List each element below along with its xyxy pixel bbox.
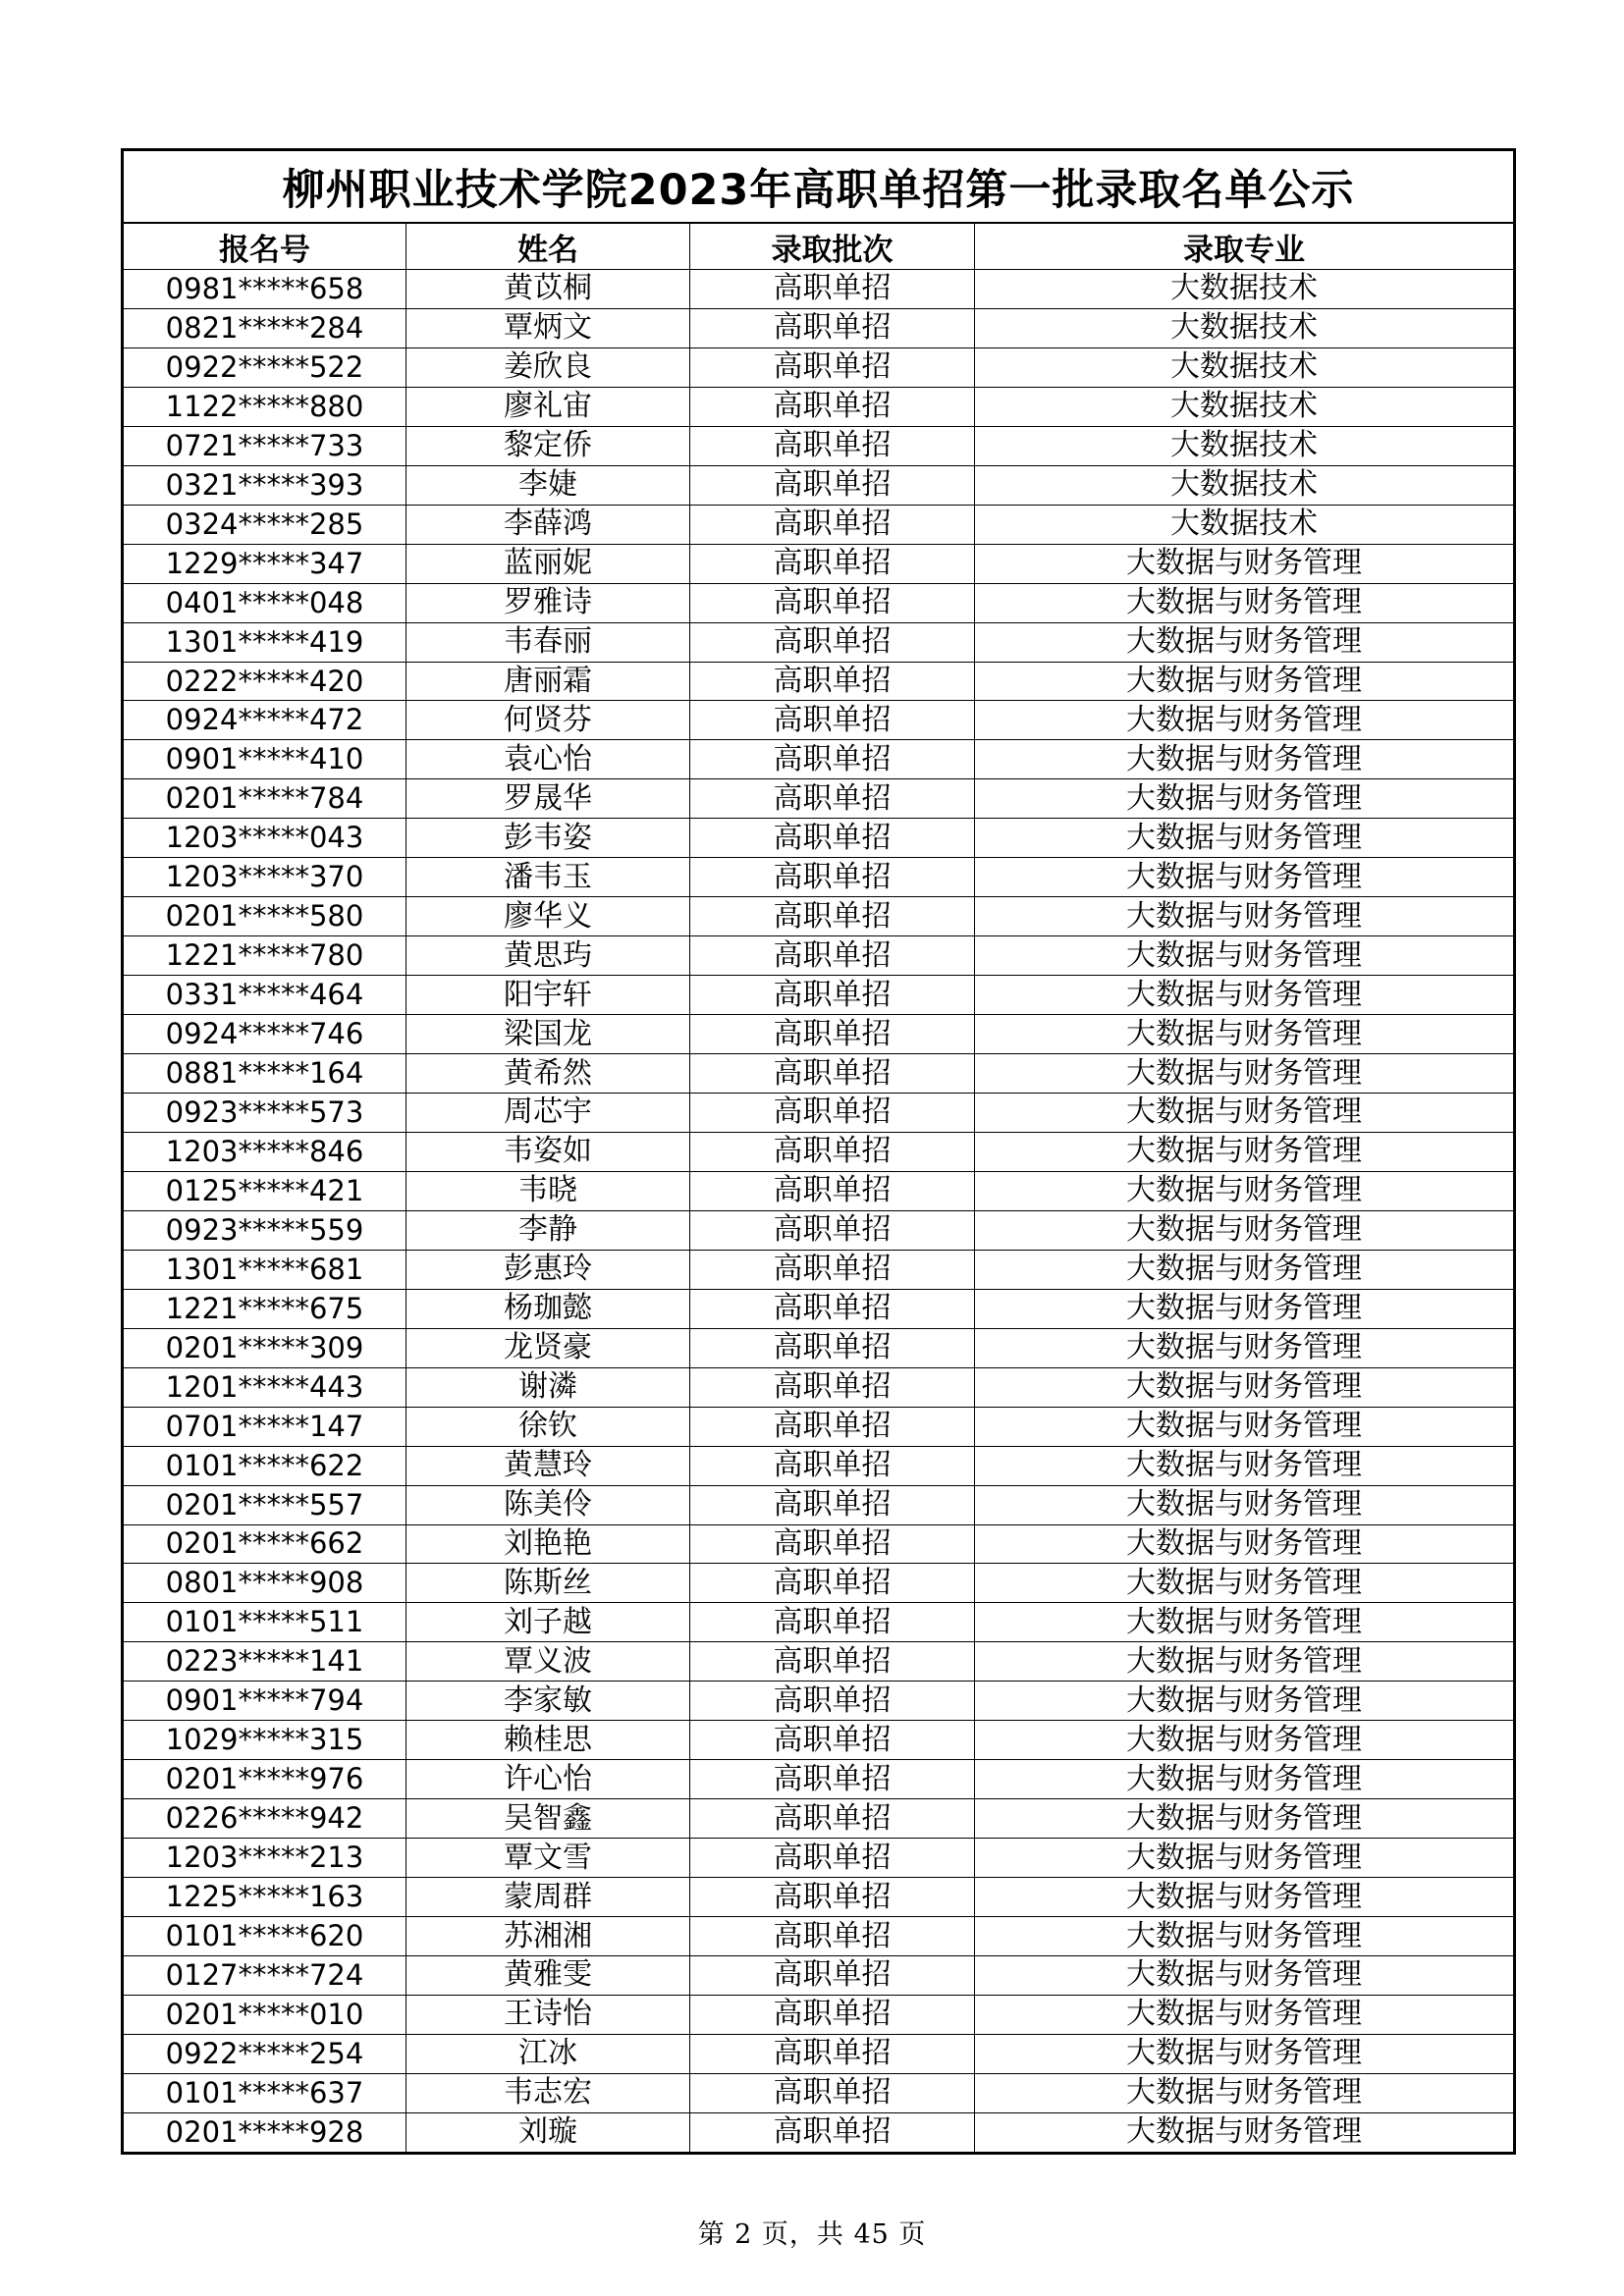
cell-registration-id: 0222*****420 bbox=[123, 662, 406, 701]
cell-admission-batch: 高职单招 bbox=[690, 897, 975, 936]
cell-admission-batch: 高职单招 bbox=[690, 308, 975, 347]
cell-admission-batch: 高职单招 bbox=[690, 1132, 975, 1171]
table-row bbox=[123, 544, 1515, 583]
table-row bbox=[123, 1328, 1515, 1367]
column-header-name: 姓名 bbox=[406, 223, 690, 270]
table-row bbox=[123, 426, 1515, 465]
cell-admission-major: 大数据与财务管理 bbox=[975, 622, 1515, 662]
table-row bbox=[123, 1289, 1515, 1328]
cell-admission-batch: 高职单招 bbox=[690, 1171, 975, 1210]
cell-admission-major: 大数据与财务管理 bbox=[975, 1289, 1515, 1328]
cell-admission-batch: 高职单招 bbox=[690, 1642, 975, 1682]
cell-admission-batch: 高职单招 bbox=[690, 1015, 975, 1054]
cell-admission-batch: 高职单招 bbox=[690, 347, 975, 387]
cell-student-name: 唐丽霜 bbox=[406, 662, 690, 701]
cell-registration-id: 0101*****511 bbox=[123, 1603, 406, 1642]
cell-admission-major: 大数据与财务管理 bbox=[975, 1054, 1515, 1094]
cell-student-name: 黄苡桐 bbox=[406, 270, 690, 309]
cell-registration-id: 1203*****370 bbox=[123, 858, 406, 897]
cell-admission-major: 大数据技术 bbox=[975, 426, 1515, 465]
cell-student-name: 王诗怡 bbox=[406, 1995, 690, 2034]
column-header-major: 录取专业 bbox=[975, 223, 1515, 270]
table-row bbox=[123, 2112, 1515, 2153]
cell-admission-batch: 高职单招 bbox=[690, 1799, 975, 1839]
cell-admission-batch: 高职单招 bbox=[690, 819, 975, 858]
cell-registration-id: 0331*****464 bbox=[123, 976, 406, 1015]
cell-student-name: 廖礼宙 bbox=[406, 387, 690, 426]
table-row bbox=[123, 1682, 1515, 1721]
cell-admission-batch: 高职单招 bbox=[690, 1407, 975, 1446]
cell-admission-batch: 高职单招 bbox=[690, 779, 975, 819]
cell-student-name: 何贤芬 bbox=[406, 701, 690, 740]
cell-admission-major: 大数据与财务管理 bbox=[975, 1524, 1515, 1564]
cell-registration-id: 1201*****443 bbox=[123, 1367, 406, 1407]
table-row bbox=[123, 1524, 1515, 1564]
table-row bbox=[123, 1054, 1515, 1094]
cell-student-name: 韦春丽 bbox=[406, 622, 690, 662]
table-row bbox=[123, 1250, 1515, 1289]
cell-admission-major: 大数据与财务管理 bbox=[975, 1171, 1515, 1210]
cell-student-name: 黄雅雯 bbox=[406, 1955, 690, 1995]
cell-registration-id: 0721*****733 bbox=[123, 426, 406, 465]
cell-admission-major: 大数据与财务管理 bbox=[975, 1094, 1515, 1133]
table-row bbox=[123, 270, 1515, 309]
cell-student-name: 周芯宇 bbox=[406, 1094, 690, 1133]
cell-registration-id: 1301*****681 bbox=[123, 1250, 406, 1289]
table-row bbox=[123, 1995, 1515, 2034]
cell-student-name: 覃义波 bbox=[406, 1642, 690, 1682]
cell-admission-batch: 高职单招 bbox=[690, 1955, 975, 1995]
cell-admission-batch: 高职单招 bbox=[690, 1094, 975, 1133]
cell-registration-id: 0201*****557 bbox=[123, 1485, 406, 1524]
cell-student-name: 陈斯丝 bbox=[406, 1564, 690, 1603]
cell-student-name: 许心怡 bbox=[406, 1760, 690, 1799]
cell-admission-major: 大数据与财务管理 bbox=[975, 662, 1515, 701]
cell-student-name: 彭惠玲 bbox=[406, 1250, 690, 1289]
cell-registration-id: 1203*****846 bbox=[123, 1132, 406, 1171]
cell-registration-id: 0923*****573 bbox=[123, 1094, 406, 1133]
cell-student-name: 覃文雪 bbox=[406, 1839, 690, 1878]
cell-registration-id: 1229*****347 bbox=[123, 544, 406, 583]
header-row bbox=[123, 223, 1515, 270]
table-row bbox=[123, 1642, 1515, 1682]
cell-student-name: 李薛鸿 bbox=[406, 505, 690, 544]
cell-admission-major: 大数据与财务管理 bbox=[975, 1642, 1515, 1682]
cell-registration-id: 1221*****780 bbox=[123, 936, 406, 976]
cell-admission-batch: 高职单招 bbox=[690, 2112, 975, 2153]
cell-student-name: 龙贤豪 bbox=[406, 1328, 690, 1367]
cell-admission-major: 大数据与财务管理 bbox=[975, 2073, 1515, 2112]
table-row bbox=[123, 1564, 1515, 1603]
table-row bbox=[123, 1799, 1515, 1839]
cell-admission-major: 大数据技术 bbox=[975, 505, 1515, 544]
cell-admission-major: 大数据与财务管理 bbox=[975, 819, 1515, 858]
cell-admission-batch: 高职单招 bbox=[690, 1289, 975, 1328]
cell-student-name: 罗雅诗 bbox=[406, 583, 690, 622]
cell-student-name: 黄思玙 bbox=[406, 936, 690, 976]
cell-admission-batch: 高职单招 bbox=[690, 1054, 975, 1094]
page-title: 柳州职业技术学院2023年高职单招第一批录取名单公示 bbox=[123, 150, 1515, 224]
cell-admission-major: 大数据与财务管理 bbox=[975, 1367, 1515, 1407]
cell-admission-batch: 高职单招 bbox=[690, 936, 975, 976]
cell-admission-batch: 高职单招 bbox=[690, 426, 975, 465]
cell-admission-major: 大数据与财务管理 bbox=[975, 544, 1515, 583]
column-header-batch: 录取批次 bbox=[690, 223, 975, 270]
cell-admission-batch: 高职单招 bbox=[690, 1250, 975, 1289]
cell-registration-id: 0901*****410 bbox=[123, 740, 406, 779]
table-row bbox=[123, 1094, 1515, 1133]
cell-registration-id: 0924*****746 bbox=[123, 1015, 406, 1054]
cell-admission-major: 大数据与财务管理 bbox=[975, 1132, 1515, 1171]
cell-admission-batch: 高职单招 bbox=[690, 1524, 975, 1564]
cell-admission-major: 大数据与财务管理 bbox=[975, 701, 1515, 740]
cell-admission-major: 大数据与财务管理 bbox=[975, 1446, 1515, 1485]
cell-student-name: 苏湘湘 bbox=[406, 1917, 690, 1956]
cell-student-name: 梁国龙 bbox=[406, 1015, 690, 1054]
cell-admission-major: 大数据与财务管理 bbox=[975, 1564, 1515, 1603]
cell-admission-batch: 高职单招 bbox=[690, 740, 975, 779]
cell-admission-batch: 高职单招 bbox=[690, 1485, 975, 1524]
cell-registration-id: 0127*****724 bbox=[123, 1955, 406, 1995]
cell-student-name: 廖华义 bbox=[406, 897, 690, 936]
table-row bbox=[123, 308, 1515, 347]
table-row bbox=[123, 1015, 1515, 1054]
table-row bbox=[123, 505, 1515, 544]
cell-admission-major: 大数据与财务管理 bbox=[975, 897, 1515, 936]
cell-admission-major: 大数据与财务管理 bbox=[975, 1995, 1515, 2034]
cell-student-name: 韦晓 bbox=[406, 1171, 690, 1210]
cell-admission-batch: 高职单招 bbox=[690, 465, 975, 505]
title-row bbox=[123, 150, 1515, 224]
cell-admission-batch: 高职单招 bbox=[690, 662, 975, 701]
table-row bbox=[123, 976, 1515, 1015]
cell-admission-batch: 高职单招 bbox=[690, 1839, 975, 1878]
cell-student-name: 韦姿如 bbox=[406, 1132, 690, 1171]
cell-admission-major: 大数据与财务管理 bbox=[975, 1917, 1515, 1956]
table-row bbox=[123, 1603, 1515, 1642]
cell-registration-id: 1122*****880 bbox=[123, 387, 406, 426]
cell-student-name: 罗晟华 bbox=[406, 779, 690, 819]
cell-admission-batch: 高职单招 bbox=[690, 2034, 975, 2073]
cell-registration-id: 0101*****622 bbox=[123, 1446, 406, 1485]
cell-admission-major: 大数据与财务管理 bbox=[975, 1328, 1515, 1367]
table-row bbox=[123, 347, 1515, 387]
table-row bbox=[123, 1485, 1515, 1524]
cell-admission-major: 大数据与财务管理 bbox=[975, 740, 1515, 779]
cell-admission-batch: 高职单招 bbox=[690, 387, 975, 426]
cell-student-name: 江冰 bbox=[406, 2034, 690, 2073]
cell-student-name: 黄慧玲 bbox=[406, 1446, 690, 1485]
cell-admission-major: 大数据与财务管理 bbox=[975, 1015, 1515, 1054]
cell-registration-id: 0201*****784 bbox=[123, 779, 406, 819]
table-row bbox=[123, 622, 1515, 662]
table-row bbox=[123, 1917, 1515, 1956]
cell-registration-id: 1225*****163 bbox=[123, 1878, 406, 1917]
table-row bbox=[123, 1132, 1515, 1171]
cell-admission-major: 大数据技术 bbox=[975, 347, 1515, 387]
cell-admission-major: 大数据技术 bbox=[975, 465, 1515, 505]
cell-registration-id: 0924*****472 bbox=[123, 701, 406, 740]
cell-student-name: 彭韦姿 bbox=[406, 819, 690, 858]
cell-admission-major: 大数据技术 bbox=[975, 387, 1515, 426]
cell-student-name: 蓝丽妮 bbox=[406, 544, 690, 583]
cell-student-name: 黎定侨 bbox=[406, 426, 690, 465]
cell-registration-id: 0101*****620 bbox=[123, 1917, 406, 1956]
cell-registration-id: 0922*****254 bbox=[123, 2034, 406, 2073]
cell-admission-major: 大数据与财务管理 bbox=[975, 583, 1515, 622]
cell-admission-batch: 高职单招 bbox=[690, 1446, 975, 1485]
table-row bbox=[123, 779, 1515, 819]
cell-registration-id: 0201*****309 bbox=[123, 1328, 406, 1367]
cell-admission-major: 大数据与财务管理 bbox=[975, 936, 1515, 976]
cell-registration-id: 0701*****147 bbox=[123, 1407, 406, 1446]
cell-registration-id: 0881*****164 bbox=[123, 1054, 406, 1094]
table-row bbox=[123, 2073, 1515, 2112]
table-row bbox=[123, 583, 1515, 622]
table-row bbox=[123, 1839, 1515, 1878]
cell-registration-id: 0201*****010 bbox=[123, 1995, 406, 2034]
table-row bbox=[123, 1721, 1515, 1760]
cell-registration-id: 0324*****285 bbox=[123, 505, 406, 544]
cell-registration-id: 0801*****908 bbox=[123, 1564, 406, 1603]
cell-admission-major: 大数据与财务管理 bbox=[975, 2034, 1515, 2073]
cell-student-name: 袁心怡 bbox=[406, 740, 690, 779]
cell-admission-batch: 高职单招 bbox=[690, 2073, 975, 2112]
cell-admission-batch: 高职单招 bbox=[690, 583, 975, 622]
cell-student-name: 蒙周群 bbox=[406, 1878, 690, 1917]
cell-admission-major: 大数据技术 bbox=[975, 270, 1515, 309]
cell-admission-batch: 高职单招 bbox=[690, 1721, 975, 1760]
table-row bbox=[123, 1367, 1515, 1407]
cell-student-name: 韦志宏 bbox=[406, 2073, 690, 2112]
cell-admission-batch: 高职单招 bbox=[690, 1917, 975, 1956]
cell-admission-batch: 高职单招 bbox=[690, 1760, 975, 1799]
table-row bbox=[123, 1955, 1515, 1995]
cell-admission-major: 大数据与财务管理 bbox=[975, 2112, 1515, 2153]
cell-registration-id: 0201*****662 bbox=[123, 1524, 406, 1564]
cell-admission-batch: 高职单招 bbox=[690, 1682, 975, 1721]
table-row bbox=[123, 740, 1515, 779]
table-row bbox=[123, 2034, 1515, 2073]
cell-admission-major: 大数据与财务管理 bbox=[975, 1760, 1515, 1799]
cell-registration-id: 0101*****637 bbox=[123, 2073, 406, 2112]
cell-student-name: 杨珈懿 bbox=[406, 1289, 690, 1328]
cell-registration-id: 0401*****048 bbox=[123, 583, 406, 622]
cell-registration-id: 0223*****141 bbox=[123, 1642, 406, 1682]
cell-student-name: 吴智鑫 bbox=[406, 1799, 690, 1839]
table-row bbox=[123, 1407, 1515, 1446]
table-row bbox=[123, 936, 1515, 976]
cell-admission-major: 大数据与财务管理 bbox=[975, 1603, 1515, 1642]
table-body bbox=[123, 270, 1515, 2154]
cell-admission-major: 大数据与财务管理 bbox=[975, 858, 1515, 897]
cell-student-name: 陈美伶 bbox=[406, 1485, 690, 1524]
cell-registration-id: 1221*****675 bbox=[123, 1289, 406, 1328]
table-row bbox=[123, 387, 1515, 426]
cell-admission-major: 大数据与财务管理 bbox=[975, 1210, 1515, 1250]
cell-registration-id: 0201*****580 bbox=[123, 897, 406, 936]
cell-registration-id: 0201*****976 bbox=[123, 1760, 406, 1799]
cell-student-name: 潘韦玉 bbox=[406, 858, 690, 897]
cell-student-name: 刘璇 bbox=[406, 2112, 690, 2153]
cell-admission-major: 大数据与财务管理 bbox=[975, 1878, 1515, 1917]
table-row bbox=[123, 819, 1515, 858]
cell-admission-major: 大数据与财务管理 bbox=[975, 1250, 1515, 1289]
cell-admission-major: 大数据与财务管理 bbox=[975, 1799, 1515, 1839]
cell-student-name: 徐钦 bbox=[406, 1407, 690, 1446]
cell-student-name: 谢潾 bbox=[406, 1367, 690, 1407]
cell-admission-major: 大数据与财务管理 bbox=[975, 1682, 1515, 1721]
cell-student-name: 李婕 bbox=[406, 465, 690, 505]
cell-student-name: 黄希然 bbox=[406, 1054, 690, 1094]
table-row bbox=[123, 858, 1515, 897]
cell-registration-id: 0901*****794 bbox=[123, 1682, 406, 1721]
table-row bbox=[123, 1446, 1515, 1485]
column-header-id: 报名号 bbox=[123, 223, 406, 270]
cell-registration-id: 0201*****928 bbox=[123, 2112, 406, 2153]
cell-registration-id: 1301*****419 bbox=[123, 622, 406, 662]
cell-admission-major: 大数据与财务管理 bbox=[975, 1839, 1515, 1878]
table-row bbox=[123, 465, 1515, 505]
cell-admission-major: 大数据技术 bbox=[975, 308, 1515, 347]
cell-admission-batch: 高职单招 bbox=[690, 544, 975, 583]
cell-admission-batch: 高职单招 bbox=[690, 701, 975, 740]
cell-registration-id: 1203*****213 bbox=[123, 1839, 406, 1878]
table-row bbox=[123, 1760, 1515, 1799]
table-row bbox=[123, 1171, 1515, 1210]
cell-student-name: 李静 bbox=[406, 1210, 690, 1250]
cell-admission-major: 大数据与财务管理 bbox=[975, 1721, 1515, 1760]
cell-admission-batch: 高职单招 bbox=[690, 1564, 975, 1603]
cell-student-name: 覃炳文 bbox=[406, 308, 690, 347]
cell-registration-id: 0125*****421 bbox=[123, 1171, 406, 1210]
cell-student-name: 阳宇轩 bbox=[406, 976, 690, 1015]
cell-admission-major: 大数据与财务管理 bbox=[975, 779, 1515, 819]
cell-student-name: 李家敏 bbox=[406, 1682, 690, 1721]
cell-admission-batch: 高职单招 bbox=[690, 1878, 975, 1917]
table-row bbox=[123, 1878, 1515, 1917]
cell-admission-batch: 高职单招 bbox=[690, 1210, 975, 1250]
admission-list-table bbox=[121, 148, 1516, 2155]
table-row bbox=[123, 1210, 1515, 1250]
cell-registration-id: 0981*****658 bbox=[123, 270, 406, 309]
table-row bbox=[123, 701, 1515, 740]
cell-admission-major: 大数据与财务管理 bbox=[975, 1485, 1515, 1524]
cell-admission-batch: 高职单招 bbox=[690, 622, 975, 662]
cell-student-name: 赖桂思 bbox=[406, 1721, 690, 1760]
cell-admission-batch: 高职单招 bbox=[690, 1367, 975, 1407]
cell-admission-batch: 高职单招 bbox=[690, 858, 975, 897]
table-row bbox=[123, 897, 1515, 936]
cell-admission-batch: 高职单招 bbox=[690, 505, 975, 544]
cell-admission-major: 大数据与财务管理 bbox=[975, 1955, 1515, 1995]
cell-student-name: 刘艳艳 bbox=[406, 1524, 690, 1564]
cell-registration-id: 0226*****942 bbox=[123, 1799, 406, 1839]
cell-admission-batch: 高职单招 bbox=[690, 1603, 975, 1642]
cell-registration-id: 1203*****043 bbox=[123, 819, 406, 858]
cell-registration-id: 0321*****393 bbox=[123, 465, 406, 505]
cell-registration-id: 0923*****559 bbox=[123, 1210, 406, 1250]
table-row bbox=[123, 662, 1515, 701]
cell-registration-id: 0821*****284 bbox=[123, 308, 406, 347]
cell-admission-batch: 高职单招 bbox=[690, 1328, 975, 1367]
cell-registration-id: 0922*****522 bbox=[123, 347, 406, 387]
cell-student-name: 姜欣良 bbox=[406, 347, 690, 387]
cell-admission-major: 大数据与财务管理 bbox=[975, 976, 1515, 1015]
cell-admission-batch: 高职单招 bbox=[690, 976, 975, 1015]
cell-admission-batch: 高职单招 bbox=[690, 270, 975, 309]
cell-admission-major: 大数据与财务管理 bbox=[975, 1407, 1515, 1446]
cell-student-name: 刘子越 bbox=[406, 1603, 690, 1642]
cell-admission-batch: 高职单招 bbox=[690, 1995, 975, 2034]
cell-registration-id: 1029*****315 bbox=[123, 1721, 406, 1760]
page-footer: 第 2 页，共 45 页 bbox=[697, 2219, 927, 2250]
